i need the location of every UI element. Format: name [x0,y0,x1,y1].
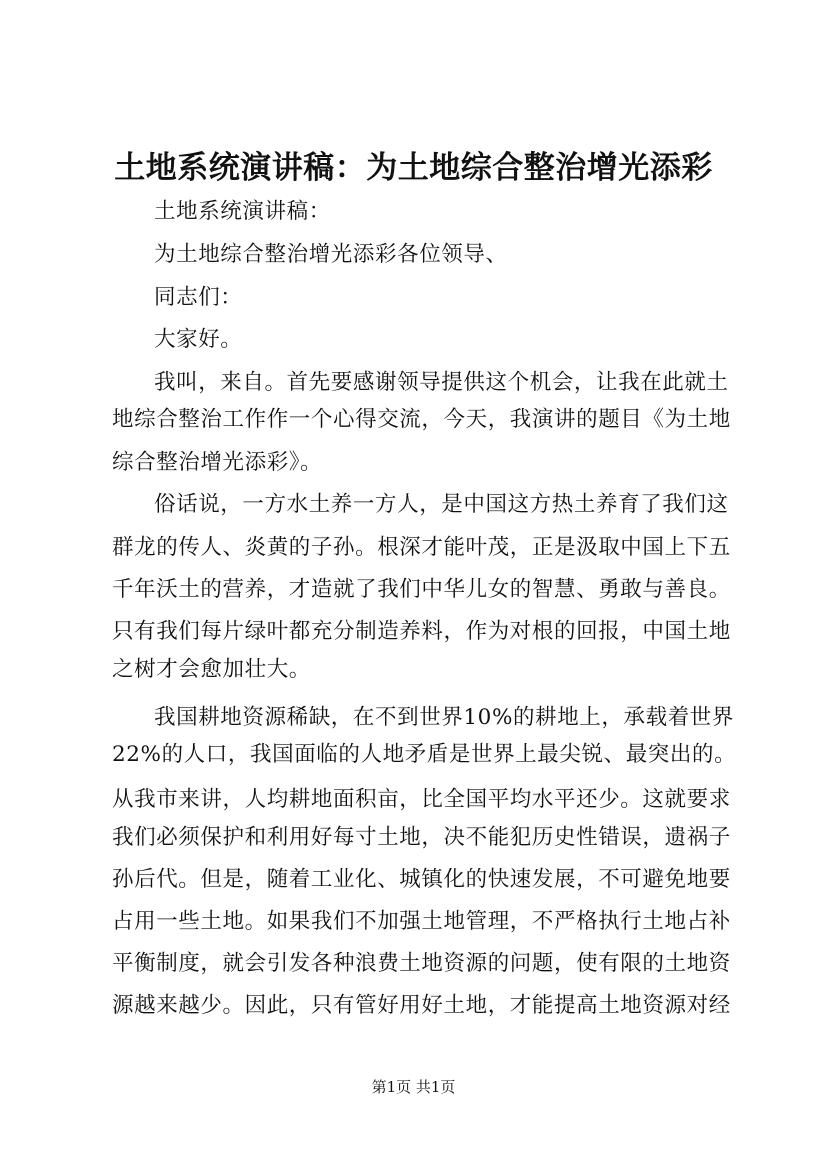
text-line: 地综合整治工作作一个心得交流，今天，我演讲的题目《为土地 [112,407,731,432]
text-line: 土地系统演讲稿： [154,199,331,224]
text-line: 同志们： [154,285,243,310]
text-line: 我们必须保护和利用好每寸土地，决不能犯历史性错误，遗祸子 [112,825,731,850]
text-line: 占用一些土地。如果我们不加强土地管理，不严格执行土地占补 [112,909,731,934]
text-line: 平衡制度，就会引发各种浪费土地资源的问题，使有限的土地资 [112,951,731,976]
text-line: 综合整治增光添彩》。 [112,450,323,475]
text-line: 22%的人口，我国面临的人地矛盾是世界上最尖锐、最突出的。 [112,742,737,767]
text-line: 从我市来讲，人均耕地面积亩，比全国平均水平还少。这就要求 [112,787,731,812]
text-line: 大家好。 [154,327,243,352]
text-line: 之树才会愈加壮大。 [112,657,311,682]
text-line: 源越来越少。因此，只有管好用好土地，才能提高土地资源对经 [112,993,731,1018]
text-line: 我叫，来自。首先要感谢领导提供这个机会，让我在此就土 [154,370,729,395]
page-footer: 第1页 共1页 [371,1078,456,1096]
text-line: 只有我们每片绿叶都充分制造养料，作为对根的回报，中国土地 [112,619,731,644]
text-line: 俗话说，一方水土养一方人，是中国这方热土养育了我们这 [154,492,729,517]
text-line: 群龙的传人、炎黄的子孙。根深才能叶茂，正是汲取中国上下五 [112,535,731,560]
text-line: 千年沃土的营养，才造就了我们中华儿女的智慧、勇敢与善良。 [112,577,731,602]
text-line: 我国耕地资源稀缺，在不到世界10%的耕地上，承载着世界 [154,705,734,730]
text-line: 孙后代。但是，随着工业化、城镇化的快速发展，不可避免地要 [112,867,731,892]
text-line: 为土地综合整治增光添彩各位领导、 [154,242,508,267]
document-title: 土地系统演讲稿：为土地综合整治增光添彩 [114,150,713,186]
